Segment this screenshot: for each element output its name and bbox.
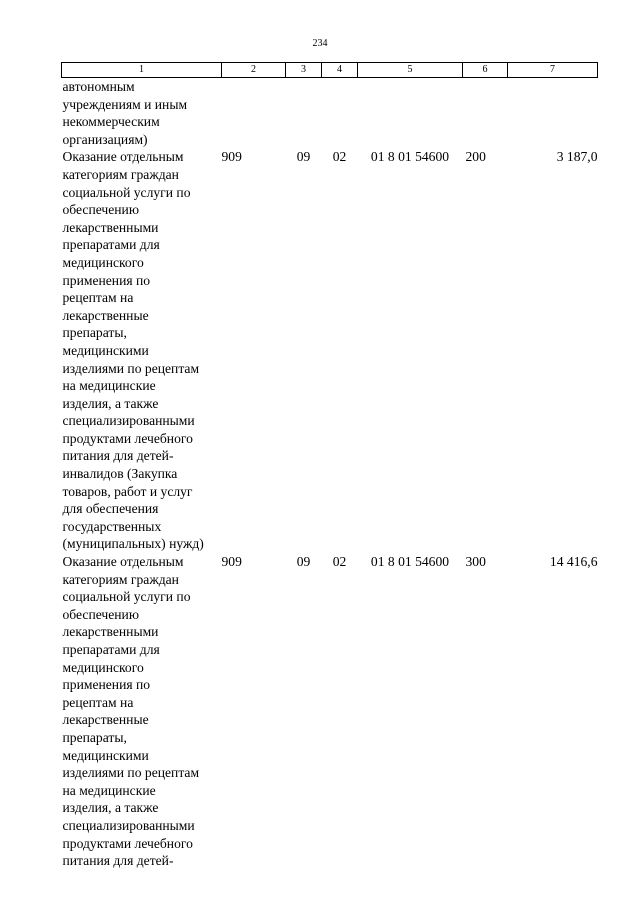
row-gr: 909	[221, 149, 242, 165]
row-sum	[508, 78, 598, 149]
budget-table	[61, 62, 598, 870]
header-row	[62, 63, 598, 78]
row-vr	[463, 78, 508, 149]
row-rz	[286, 78, 322, 149]
row-csr	[358, 78, 463, 149]
header-col-3: 3	[286, 63, 322, 78]
page-number: 234	[312, 38, 328, 49]
header-col-4: 4	[322, 63, 358, 78]
row-pr: 02	[332, 149, 347, 165]
row-pr: 02	[332, 554, 347, 570]
row-csr: 01 8 01 54600	[370, 554, 450, 570]
row-name: автономным учреждениям и иным некоммерческим организациям)	[62, 79, 188, 147]
row-name: Оказание отдельным категориям граждан социальной услуги по обеспечению лекарственными препаратами для медицинского применения по рецептам на лекарственные препараты, медицинскими изделиями по рецептам на медицинские изделия, а также специализированными продуктами лечебного питания для детей- инвалидов (Закупка товаров, работ и услуг для обеспечения государственных (муниципальных) нужд)	[62, 149, 204, 552]
row-name: Оказание отдельным категориям граждан социальной услуги по обеспечению лекарственными препаратами для медицинского применения по рецептам на лекарственные препараты, медицинскими изделиями по рецептам на медицинские изделия, а также специализированными продуктами лечебного питания для детей-	[62, 554, 200, 869]
row-rz: 09	[296, 554, 311, 570]
header-col-6: 6	[463, 63, 508, 78]
header-col-2: 2	[222, 63, 286, 78]
row-gr	[222, 78, 286, 149]
table-row	[62, 78, 598, 149]
table-row	[62, 553, 598, 870]
row-sum: 3 187,0	[556, 149, 598, 165]
table-row	[62, 148, 598, 553]
row-vr: 200	[465, 149, 486, 165]
row-gr: 909	[221, 554, 242, 570]
table-body	[62, 78, 598, 870]
header-col-5: 5	[358, 63, 463, 78]
row-sum: 14 416,6	[549, 554, 598, 570]
header-col-7: 7	[508, 63, 598, 78]
row-pr	[322, 78, 358, 149]
row-rz: 09	[296, 149, 311, 165]
row-vr: 300	[465, 554, 486, 570]
header-col-1: 1	[62, 63, 222, 78]
table-header	[62, 63, 598, 78]
row-csr: 01 8 01 54600	[370, 149, 450, 165]
